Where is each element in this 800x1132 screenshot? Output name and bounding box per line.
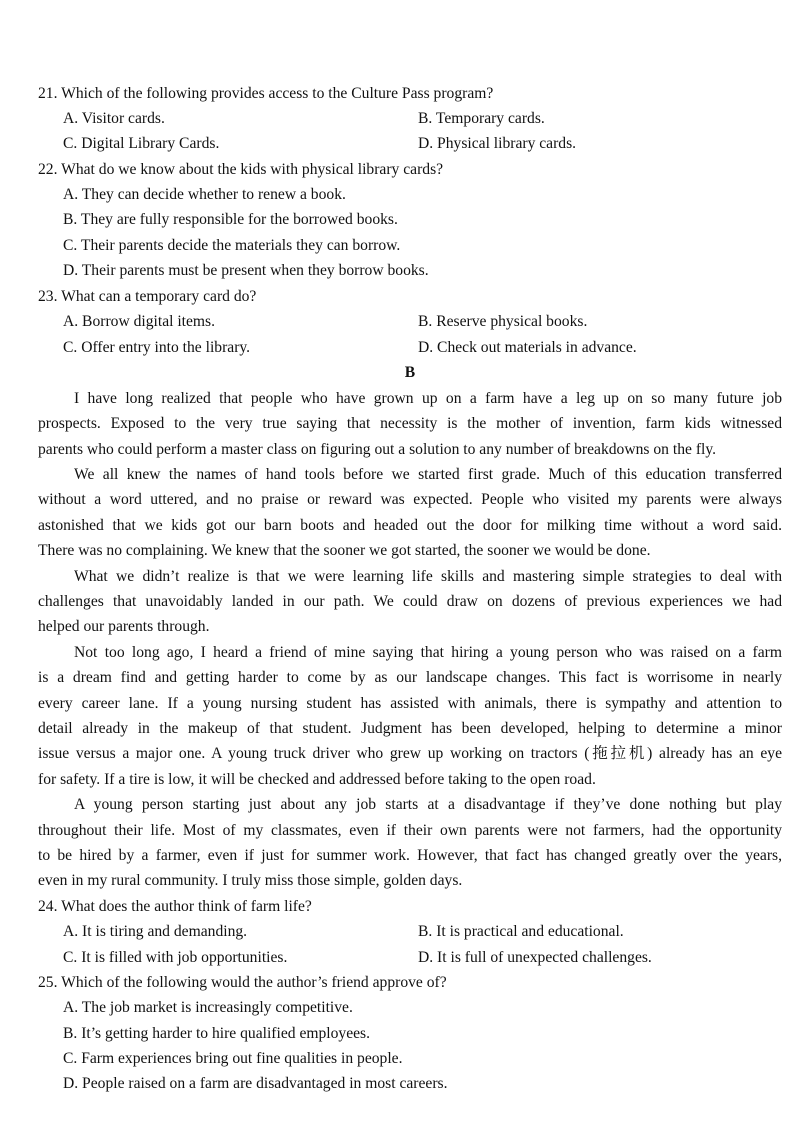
question-24-option-c: C. It is filled with job opportunities. [63, 949, 288, 966]
passage-line: to be hired by a farmer, even if just for summer work. However, that fact has changed greatly over the years, [38, 847, 782, 864]
passage-line: parents who could perform a master class on figuring out a solution to any number of breakdowns on the fly. [38, 441, 717, 458]
passage-line: helped our parents through. [38, 618, 210, 635]
passage-line: is a dream find and getting harder to come by as our landscape changes. This fact is worrisome in nearly [38, 669, 782, 686]
question-23-option-b: B. Reserve physical books. [418, 313, 588, 330]
section-heading: B [404, 364, 416, 381]
question-24-option-b: B. It is practical and educational. [418, 923, 624, 940]
question-21-option-b: B. Temporary cards. [418, 110, 545, 127]
question-22-option-c: C. Their parents decide the materials they can borrow. [63, 237, 401, 254]
question-25-option-c: C. Farm experiences bring out fine qualities in people. [63, 1050, 403, 1067]
passage-line: I have long realized that people who have grown up on a farm have a leg up on so many future job [74, 390, 782, 407]
question-24-option-d: D. It is full of unexpected challenges. [418, 949, 652, 966]
question-21-stem: 21. Which of the following provides access to the Culture Pass program? [38, 85, 494, 102]
passage-line: A young person starting just about any job starts at a disadvantage if they’ve done nothing but play [74, 796, 782, 813]
question-21-option-d: D. Physical library cards. [418, 135, 577, 152]
passage-line: astonished that we kids got our barn boots and headed out the door for milking time without a word said. [38, 517, 782, 534]
question-23-option-d: D. Check out materials in advance. [418, 339, 637, 356]
question-23-option-c: C. Offer entry into the library. [63, 339, 251, 356]
passage-line: challenges that unavoidably landed in our path. We could draw on dozens of previous experiences we had [38, 593, 782, 610]
passage-line: We all knew the names of hand tools before we started first grade. Much of this education transferred [74, 466, 782, 483]
passage-line: even in my rural community. I truly miss those simple, golden days. [38, 872, 463, 889]
passage-line: prospects. Exposed to the very true saying that necessity is the mother of invention, farm kids witnessed [38, 415, 782, 432]
question-24-option-a: A. It is tiring and demanding. [63, 923, 248, 940]
question-23-option-a: A. Borrow digital items. [63, 313, 216, 330]
passage-line: without a word uttered, and no praise or reward was expected. People who visited my parents were always [38, 491, 782, 508]
question-22-option-a: A. They can decide whether to renew a book. [63, 186, 346, 203]
passage-line: Not too long ago, I heard a friend of mine saying that hiring a young person who was raised on a farm [74, 644, 782, 661]
passage-line: throughout their life. Most of my classmates, even if their own parents were not farmers, had the opportunity [38, 822, 782, 839]
passage-line: detail already in the makeup of that student. Judgment has been developed, helping to determine a minor [38, 720, 782, 737]
passage-line: every career lane. If a young nursing student has assisted with animals, there is sympathy and attention to [38, 695, 782, 712]
passage-line: issue versus a major one. A young truck driver who grew up working on tractors (拖拉机) already has an eye [38, 745, 782, 762]
question-25-option-d: D. People raised on a farm are disadvantaged in most careers. [63, 1075, 448, 1092]
question-24-stem: 24. What does the author think of farm life? [38, 898, 312, 915]
question-25-option-b: B. It’s getting harder to hire qualified employees. [63, 1025, 371, 1042]
question-22-stem: 22. What do we know about the kids with physical library cards? [38, 161, 444, 178]
question-25-option-a: A. The job market is increasingly competitive. [63, 999, 353, 1016]
passage-line: What we didn’t realize is that we were learning life skills and mastering simple strategies to deal with [74, 568, 782, 585]
question-23-stem: 23. What can a temporary card do? [38, 288, 257, 305]
question-21-option-a: A. Visitor cards. [63, 110, 165, 127]
question-25-stem: 25. Which of the following would the author’s friend approve of? [38, 974, 447, 991]
question-22-option-d: D. Their parents must be present when they borrow books. [63, 262, 429, 279]
passage-line: There was no complaining. We knew that the sooner we got started, the sooner we would be done. [38, 542, 651, 559]
question-22-option-b: B. They are fully responsible for the borrowed books. [63, 211, 398, 228]
passage-line: for safety. If a tire is low, it will be checked and addressed before taking to the open road. [38, 771, 596, 788]
question-21-option-c: C. Digital Library Cards. [63, 135, 220, 152]
